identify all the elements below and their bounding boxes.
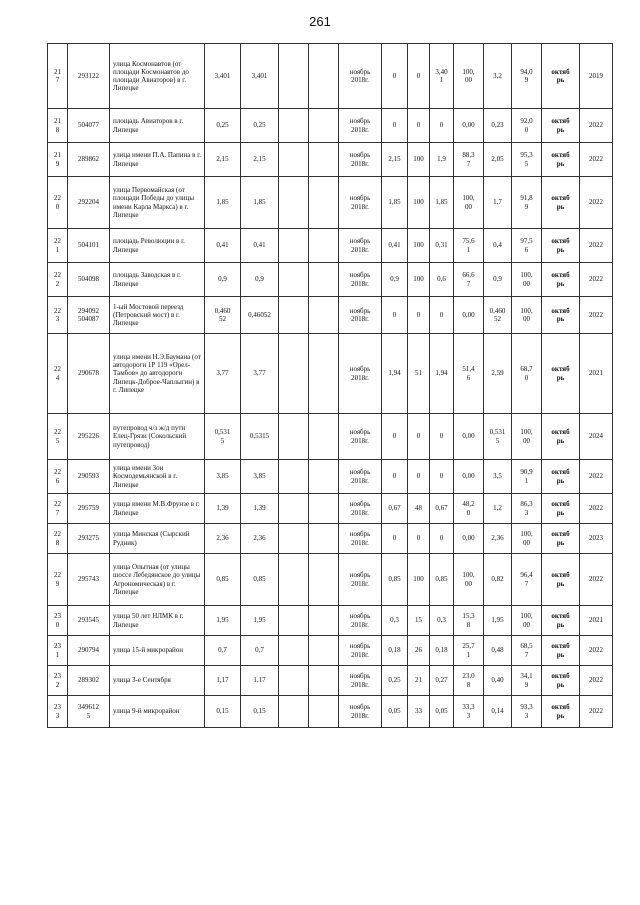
row-number-cell: 23 3 — [48, 696, 68, 728]
road-code-cell: 504077 — [68, 109, 110, 143]
road-name-cell: площадь Революции в г. Липецке — [110, 229, 205, 263]
assessment-date-cell: ноябрь 2018г. — [339, 666, 382, 696]
length-total-cell: 3,85 — [205, 460, 241, 494]
value-e-cell: 1,7 — [484, 177, 512, 229]
percent-d-cell: 51,4 6 — [454, 334, 484, 414]
table-row — [48, 494, 613, 524]
road-name-cell: улица Минская (Сырский Рудник) — [110, 524, 205, 554]
value-e-cell: 2,36 — [484, 524, 512, 554]
completion-year-cell: 2022 — [580, 229, 613, 263]
value-c-cell: 0,3 — [430, 606, 454, 636]
value-c-cell: 0,85 — [430, 554, 454, 606]
road-name-cell: путепровод ч/з ж/д пути Елец-Грязи (Сокольский путепровод) — [110, 414, 205, 460]
length-total-cell: 0,41 — [205, 229, 241, 263]
value-b-cell: 26 — [408, 636, 430, 666]
value-c-cell: 0,18 — [430, 636, 454, 666]
assessment-date-cell: ноябрь 2018г. — [339, 229, 382, 263]
empty-cell-a — [279, 636, 309, 666]
empty-cell-a — [279, 460, 309, 494]
row-number-cell: 22 4 — [48, 334, 68, 414]
completion-year-cell: 2022 — [580, 666, 613, 696]
completion-year-cell: 2021 — [580, 334, 613, 414]
value-a-cell: 0,3 — [382, 606, 408, 636]
value-b-cell: 100 — [408, 554, 430, 606]
road-name-cell: улица 3-е Сентября — [110, 666, 205, 696]
value-b-cell: 48 — [408, 494, 430, 524]
assessment-date-cell: ноябрь 2018г. — [339, 494, 382, 524]
length-total-cell: 0,460 52 — [205, 297, 241, 334]
completion-year-cell: 2022 — [580, 177, 613, 229]
value-c-cell: 0 — [430, 414, 454, 460]
empty-cell-b — [309, 263, 339, 297]
row-number-cell: 21 8 — [48, 109, 68, 143]
percent-f-cell: 100, 00 — [512, 524, 542, 554]
completion-month-cell: октяб рь — [542, 44, 580, 109]
table-row — [48, 636, 613, 666]
value-b-cell: 0 — [408, 109, 430, 143]
table-row — [48, 44, 613, 109]
empty-cell-a — [279, 44, 309, 109]
value-b-cell: 15 — [408, 606, 430, 636]
value-c-cell: 1,85 — [430, 177, 454, 229]
value-e-cell: 0,531 5 — [484, 414, 512, 460]
row-number-cell: 22 1 — [48, 229, 68, 263]
value-a-cell: 0 — [382, 297, 408, 334]
empty-cell-b — [309, 524, 339, 554]
table-row — [48, 460, 613, 494]
empty-cell-a — [279, 177, 309, 229]
value-c-cell: 1,94 — [430, 334, 454, 414]
completion-month-cell: октяб рь — [542, 606, 580, 636]
road-code-cell: 293275 — [68, 524, 110, 554]
road-code-cell: 294092 504087 — [68, 297, 110, 334]
value-a-cell: 0,85 — [382, 554, 408, 606]
length-normative-cell: 3,77 — [241, 334, 279, 414]
row-number-cell: 23 1 — [48, 636, 68, 666]
road-code-cell: 290794 — [68, 636, 110, 666]
empty-cell-a — [279, 263, 309, 297]
value-a-cell: 0 — [382, 460, 408, 494]
completion-year-cell: 2022 — [580, 460, 613, 494]
value-b-cell: 21 — [408, 666, 430, 696]
value-a-cell: 0 — [382, 414, 408, 460]
empty-cell-b — [309, 666, 339, 696]
road-name-cell: улица имени Зои Космодемьянской в г. Липецке — [110, 460, 205, 494]
value-e-cell: 3,5 — [484, 460, 512, 494]
percent-f-cell: 68,5 7 — [512, 636, 542, 666]
road-name-cell: улица имени П.А. Папина в г. Липецке — [110, 143, 205, 177]
road-code-cell: 292204 — [68, 177, 110, 229]
completion-month-cell: октяб рь — [542, 696, 580, 728]
value-c-cell: 0,31 — [430, 229, 454, 263]
row-number-cell: 22 3 — [48, 297, 68, 334]
table-row — [48, 263, 613, 297]
percent-d-cell: 0,00 — [454, 297, 484, 334]
assessment-date-cell: ноябрь 2018г. — [339, 177, 382, 229]
empty-cell-a — [279, 143, 309, 177]
value-c-cell: 0,05 — [430, 696, 454, 728]
completion-month-cell: октяб рь — [542, 494, 580, 524]
percent-f-cell: 97,5 6 — [512, 229, 542, 263]
value-a-cell: 2,15 — [382, 143, 408, 177]
assessment-date-cell: ноябрь 2018г. — [339, 334, 382, 414]
assessment-date-cell: ноябрь 2018г. — [339, 696, 382, 728]
percent-f-cell: 94,0 9 — [512, 44, 542, 109]
empty-cell-b — [309, 554, 339, 606]
value-e-cell: 2,05 — [484, 143, 512, 177]
percent-f-cell: 86,3 3 — [512, 494, 542, 524]
road-name-cell: улица Космонавтов (от площади Космонавтов до площади Авиаторов) в г. Липецке — [110, 44, 205, 109]
row-number-cell: 22 7 — [48, 494, 68, 524]
road-code-cell: 295759 — [68, 494, 110, 524]
length-normative-cell: 0,9 — [241, 263, 279, 297]
value-e-cell: 0,460 52 — [484, 297, 512, 334]
completion-year-cell: 2023 — [580, 524, 613, 554]
length-normative-cell: 1,85 — [241, 177, 279, 229]
assessment-date-cell: ноябрь 2018г. — [339, 109, 382, 143]
completion-month-cell: октяб рь — [542, 177, 580, 229]
road-code-cell: 504101 — [68, 229, 110, 263]
row-number-cell: 22 5 — [48, 414, 68, 460]
completion-month-cell: октяб рь — [542, 524, 580, 554]
percent-f-cell: 68,7 0 — [512, 334, 542, 414]
assessment-date-cell: ноябрь 2018г. — [339, 143, 382, 177]
completion-year-cell: 2021 — [580, 606, 613, 636]
length-normative-cell: 0,25 — [241, 109, 279, 143]
length-total-cell: 0,7 — [205, 636, 241, 666]
completion-year-cell: 2022 — [580, 263, 613, 297]
value-b-cell: 100 — [408, 143, 430, 177]
road-code-cell: 349612 5 — [68, 696, 110, 728]
empty-cell-b — [309, 460, 339, 494]
road-code-cell: 293122 — [68, 44, 110, 109]
empty-cell-a — [279, 554, 309, 606]
assessment-date-cell: ноябрь 2018г. — [339, 554, 382, 606]
length-normative-cell: 2,15 — [241, 143, 279, 177]
completion-month-cell: октяб рь — [542, 666, 580, 696]
road-name-cell: улица 50 лет НЛМК в г. Липецке — [110, 606, 205, 636]
row-number-cell: 22 2 — [48, 263, 68, 297]
value-e-cell: 0,48 — [484, 636, 512, 666]
percent-d-cell: 0,00 — [454, 109, 484, 143]
table-row — [48, 229, 613, 263]
roads-registry-table — [47, 43, 613, 728]
percent-f-cell: 90,9 1 — [512, 460, 542, 494]
percent-d-cell: 0,00 — [454, 524, 484, 554]
empty-cell-b — [309, 334, 339, 414]
empty-cell-a — [279, 414, 309, 460]
empty-cell-a — [279, 229, 309, 263]
empty-cell-a — [279, 524, 309, 554]
completion-year-cell: 2019 — [580, 44, 613, 109]
empty-cell-a — [279, 334, 309, 414]
value-a-cell: 0,25 — [382, 666, 408, 696]
empty-cell-a — [279, 297, 309, 334]
length-total-cell: 1,85 — [205, 177, 241, 229]
value-b-cell: 0 — [408, 414, 430, 460]
length-normative-cell: 3,401 — [241, 44, 279, 109]
value-e-cell: 1,2 — [484, 494, 512, 524]
table-row — [48, 143, 613, 177]
empty-cell-b — [309, 143, 339, 177]
empty-cell-b — [309, 414, 339, 460]
completion-month-cell: октяб рь — [542, 460, 580, 494]
value-c-cell: 0 — [430, 524, 454, 554]
row-number-cell: 22 6 — [48, 460, 68, 494]
value-e-cell: 0,82 — [484, 554, 512, 606]
row-number-cell: 23 2 — [48, 666, 68, 696]
length-normative-cell: 0,5315 — [241, 414, 279, 460]
percent-d-cell: 100, 00 — [454, 554, 484, 606]
length-total-cell: 3,401 — [205, 44, 241, 109]
percent-f-cell: 100, 00 — [512, 414, 542, 460]
percent-f-cell: 100, 00 — [512, 297, 542, 334]
value-c-cell: 0,6 — [430, 263, 454, 297]
value-e-cell: 1,95 — [484, 606, 512, 636]
road-name-cell: улица Опытная (от улицы шоссе Лебедянское до улицы Агрономическая) в г. Липецке — [110, 554, 205, 606]
assessment-date-cell: ноябрь 2018г. — [339, 414, 382, 460]
road-name-cell: 1-ый Мостовой переезд (Петровский мост) в г. Липецке — [110, 297, 205, 334]
table-row — [48, 666, 613, 696]
row-number-cell: 23 0 — [48, 606, 68, 636]
road-code-cell: 289302 — [68, 666, 110, 696]
value-b-cell: 100 — [408, 177, 430, 229]
road-code-cell: 290593 — [68, 460, 110, 494]
value-a-cell: 0 — [382, 524, 408, 554]
value-b-cell: 0 — [408, 460, 430, 494]
row-number-cell: 21 9 — [48, 143, 68, 177]
completion-year-cell: 2022 — [580, 494, 613, 524]
empty-cell-b — [309, 229, 339, 263]
row-number-cell: 22 9 — [48, 554, 68, 606]
value-a-cell: 0 — [382, 44, 408, 109]
road-name-cell: улица имени М.В.Фрунзе в г. Липецке — [110, 494, 205, 524]
value-b-cell: 0 — [408, 297, 430, 334]
completion-month-cell: октяб рь — [542, 636, 580, 666]
completion-month-cell: октяб рь — [542, 297, 580, 334]
road-code-cell: 504098 — [68, 263, 110, 297]
length-total-cell: 0,531 5 — [205, 414, 241, 460]
road-code-cell: 290678 — [68, 334, 110, 414]
road-name-cell: площадь Авиаторов в г. Липецке — [110, 109, 205, 143]
table-row — [48, 696, 613, 728]
value-c-cell: 3,40 1 — [430, 44, 454, 109]
value-c-cell: 0 — [430, 460, 454, 494]
completion-month-cell: октяб рь — [542, 334, 580, 414]
value-a-cell: 0,05 — [382, 696, 408, 728]
value-a-cell: 1,94 — [382, 334, 408, 414]
table-row — [48, 334, 613, 414]
length-total-cell: 2,15 — [205, 143, 241, 177]
page-number: 261 — [309, 14, 331, 29]
percent-f-cell: 96,4 7 — [512, 554, 542, 606]
table-row — [48, 606, 613, 636]
road-name-cell: улица 9-й микрорайон — [110, 696, 205, 728]
length-total-cell: 0,85 — [205, 554, 241, 606]
empty-cell-a — [279, 606, 309, 636]
road-code-cell: 295743 — [68, 554, 110, 606]
value-b-cell: 51 — [408, 334, 430, 414]
road-name-cell: площадь Заводская в г. Липецке — [110, 263, 205, 297]
assessment-date-cell: ноябрь 2018г. — [339, 263, 382, 297]
row-number-cell: 21 7 — [48, 44, 68, 109]
assessment-date-cell: ноябрь 2018г. — [339, 606, 382, 636]
length-total-cell: 0,25 — [205, 109, 241, 143]
percent-d-cell: 100, 00 — [454, 44, 484, 109]
length-normative-cell: 1,95 — [241, 606, 279, 636]
value-c-cell: 0 — [430, 297, 454, 334]
percent-f-cell: 34,1 9 — [512, 666, 542, 696]
percent-d-cell: 88,3 7 — [454, 143, 484, 177]
percent-d-cell: 75,6 1 — [454, 229, 484, 263]
empty-cell-a — [279, 696, 309, 728]
empty-cell-b — [309, 297, 339, 334]
assessment-date-cell: ноябрь 2018г. — [339, 636, 382, 666]
percent-d-cell: 23,0 8 — [454, 666, 484, 696]
length-normative-cell: 3,85 — [241, 460, 279, 494]
percent-f-cell: 95,3 5 — [512, 143, 542, 177]
empty-cell-b — [309, 44, 339, 109]
road-code-cell: 293545 — [68, 606, 110, 636]
percent-d-cell: 0,00 — [454, 460, 484, 494]
value-b-cell: 0 — [408, 524, 430, 554]
table-row — [48, 297, 613, 334]
completion-month-cell: октяб рь — [542, 229, 580, 263]
value-a-cell: 1,85 — [382, 177, 408, 229]
percent-d-cell: 48,2 0 — [454, 494, 484, 524]
road-name-cell: улица 15-й микрорайон — [110, 636, 205, 666]
length-normative-cell: 0,46052 — [241, 297, 279, 334]
empty-cell-b — [309, 109, 339, 143]
value-e-cell: 0,4 — [484, 229, 512, 263]
length-total-cell: 0,9 — [205, 263, 241, 297]
completion-month-cell: октяб рь — [542, 263, 580, 297]
completion-month-cell: октяб рь — [542, 143, 580, 177]
value-e-cell: 2,59 — [484, 334, 512, 414]
assessment-date-cell: ноябрь 2018г. — [339, 460, 382, 494]
empty-cell-b — [309, 494, 339, 524]
value-b-cell: 33 — [408, 696, 430, 728]
percent-f-cell: 91,8 9 — [512, 177, 542, 229]
length-normative-cell: 0,41 — [241, 229, 279, 263]
percent-d-cell: 100, 00 — [454, 177, 484, 229]
length-normative-cell: 1,17 — [241, 666, 279, 696]
table-row — [48, 414, 613, 460]
assessment-date-cell: ноябрь 2018г. — [339, 524, 382, 554]
road-name-cell: улица имени Н.Э.Баумана (от автодороги 1Р 119 «Орел-Тамбов» до автодороги Липецк-Доброе-Чаплыгин) в г. Липецке — [110, 334, 205, 414]
value-a-cell: 0,18 — [382, 636, 408, 666]
road-code-cell: 289862 — [68, 143, 110, 177]
table-row — [48, 554, 613, 606]
percent-f-cell: 92,0 0 — [512, 109, 542, 143]
table-body — [48, 44, 613, 728]
empty-cell-a — [279, 109, 309, 143]
value-a-cell: 0,41 — [382, 229, 408, 263]
completion-year-cell: 2022 — [580, 696, 613, 728]
value-c-cell: 0,27 — [430, 666, 454, 696]
percent-d-cell: 33,3 3 — [454, 696, 484, 728]
value-c-cell: 0 — [430, 109, 454, 143]
length-total-cell: 0,15 — [205, 696, 241, 728]
road-name-cell: улица Первомайская (от площади Победы до улицы имени Карла Маркса) в г. Липецке — [110, 177, 205, 229]
empty-cell-b — [309, 606, 339, 636]
percent-d-cell: 25,7 1 — [454, 636, 484, 666]
length-normative-cell: 0,85 — [241, 554, 279, 606]
completion-month-cell: октяб рь — [542, 109, 580, 143]
completion-year-cell: 2022 — [580, 109, 613, 143]
length-total-cell: 2,36 — [205, 524, 241, 554]
percent-d-cell: 15,3 8 — [454, 606, 484, 636]
completion-year-cell: 2022 — [580, 297, 613, 334]
table-row — [48, 109, 613, 143]
assessment-date-cell: ноябрь 2018г. — [339, 44, 382, 109]
completion-year-cell: 2024 — [580, 414, 613, 460]
empty-cell-b — [309, 177, 339, 229]
table-row — [48, 177, 613, 229]
empty-cell-b — [309, 696, 339, 728]
value-e-cell: 3,2 — [484, 44, 512, 109]
percent-f-cell: 93,3 3 — [512, 696, 542, 728]
length-normative-cell: 0,15 — [241, 696, 279, 728]
value-a-cell: 0 — [382, 109, 408, 143]
row-number-cell: 22 0 — [48, 177, 68, 229]
assessment-date-cell: ноябрь 2018г. — [339, 297, 382, 334]
value-e-cell: 0,14 — [484, 696, 512, 728]
percent-f-cell: 100, 00 — [512, 606, 542, 636]
completion-year-cell: 2022 — [580, 143, 613, 177]
completion-month-cell: октяб рь — [542, 554, 580, 606]
length-normative-cell: 0,7 — [241, 636, 279, 666]
value-e-cell: 0,9 — [484, 263, 512, 297]
value-c-cell: 0,67 — [430, 494, 454, 524]
value-a-cell: 0,67 — [382, 494, 408, 524]
completion-month-cell: октяб рь — [542, 414, 580, 460]
row-number-cell: 22 8 — [48, 524, 68, 554]
table-row — [48, 524, 613, 554]
percent-d-cell: 0,00 — [454, 414, 484, 460]
value-c-cell: 1,9 — [430, 143, 454, 177]
length-total-cell: 1,95 — [205, 606, 241, 636]
percent-f-cell: 100, 00 — [512, 263, 542, 297]
value-b-cell: 0 — [408, 44, 430, 109]
length-total-cell: 3,77 — [205, 334, 241, 414]
value-b-cell: 100 — [408, 229, 430, 263]
value-b-cell: 100 — [408, 263, 430, 297]
road-code-cell: 295226 — [68, 414, 110, 460]
empty-cell-a — [279, 666, 309, 696]
empty-cell-b — [309, 636, 339, 666]
length-normative-cell: 1,39 — [241, 494, 279, 524]
length-total-cell: 1,39 — [205, 494, 241, 524]
length-normative-cell: 2,36 — [241, 524, 279, 554]
completion-year-cell: 2022 — [580, 636, 613, 666]
length-total-cell: 1,17 — [205, 666, 241, 696]
value-e-cell: 0,23 — [484, 109, 512, 143]
value-e-cell: 0,40 — [484, 666, 512, 696]
value-a-cell: 0,9 — [382, 263, 408, 297]
completion-year-cell: 2022 — [580, 554, 613, 606]
percent-d-cell: 66,6 7 — [454, 263, 484, 297]
empty-cell-a — [279, 494, 309, 524]
